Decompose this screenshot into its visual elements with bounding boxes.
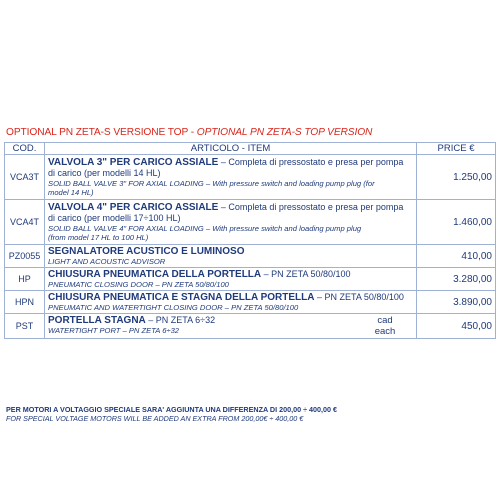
row-en-line2: (from model 17 HL to 100 HL)	[48, 233, 149, 242]
row-title: PORTELLA STAGNA	[48, 315, 146, 326]
header-item: ARTICOLO - ITEM	[45, 143, 417, 155]
row-en-line1: WATERTIGHT PORT – PN ZETA 6÷32	[48, 326, 180, 335]
table-row	[5, 200, 496, 245]
row-price: 3.890,00	[417, 291, 496, 314]
row-title-rest: – PN ZETA 50/80/100	[314, 291, 404, 302]
price-table	[4, 142, 496, 339]
row-description	[45, 268, 417, 291]
row-title-rest: – PN ZETA 50/80/100	[261, 268, 351, 279]
row-code: PST	[5, 314, 45, 339]
section-heading	[6, 127, 372, 138]
row-price: 450,00	[417, 314, 496, 339]
row-description	[45, 200, 417, 245]
row-code: VCA3T	[5, 155, 45, 200]
row-code: HPN	[5, 291, 45, 314]
heading-it: OPTIONAL PN ZETA-S VERSIONE TOP -	[6, 127, 197, 138]
row-title-rest: – Completa di pressostato e presa per pompa	[218, 201, 404, 212]
row-title: SEGNALATORE ACUSTICO E LUMINOSO	[48, 245, 245, 257]
row-description	[45, 155, 417, 200]
row-en-line1: LIGHT AND ACOUSTIC ADVISOR	[48, 256, 166, 266]
row-code: PZ0055	[5, 245, 45, 268]
row-price: 3.280,00	[417, 268, 496, 291]
row-en-line1: SOLID BALL VALVE 4" FOR AXIAL LOADING – With pressure switch and loading pump plug	[48, 223, 362, 233]
heading-en: OPTIONAL PN ZETA-S TOP VERSION	[196, 127, 373, 138]
note-it: PER MOTORI A VOLTAGGIO SPECIALE SARA' AGGIUNTA UNA DIFFERENZA DI 200,00 ÷ 400,00 €	[6, 405, 338, 414]
row-price: 1.460,00	[417, 200, 496, 245]
row-en-line1: PNEUMATIC CLOSING DOOR – PN ZETA 50/80/100	[48, 279, 229, 289]
row-description	[45, 291, 417, 314]
row-title: VALVOLA 4" PER CARICO ASSIALE	[48, 201, 219, 213]
table-row	[5, 155, 496, 200]
row-price: 1.250,00	[417, 155, 496, 200]
unit-en: each	[374, 326, 396, 337]
row-en-line2: model 14 HL)	[48, 188, 94, 197]
row-title: VALVOLA 3" PER CARICO ASSIALE	[48, 156, 219, 168]
table-row	[5, 245, 496, 268]
row-en-line1: SOLID BALL VALVE 3" FOR AXIAL LOADING – With pressure switch and loading pump plug (for	[48, 178, 375, 188]
notes	[6, 405, 337, 423]
row-code: HP	[5, 268, 45, 291]
table-row	[5, 291, 496, 314]
note-en: FOR SPECIAL VOLTAGE MOTORS WILL BE ADDED AN EXTRA FROM 200,00€ ÷ 400,00 €	[6, 414, 304, 423]
row-line2: di carico (per modelli 17÷100 HL)	[48, 212, 181, 223]
table-row	[5, 314, 496, 339]
table-row	[5, 268, 496, 291]
row-description	[45, 245, 417, 268]
row-title: CHIUSURA PNEUMATICA E STAGNA DELLA PORTELLA	[48, 291, 315, 303]
header-code: COD.	[5, 143, 45, 155]
unit-it: cad	[377, 315, 393, 326]
table-header-row	[5, 143, 496, 155]
header-price: PRICE €	[417, 143, 496, 155]
row-code: VCA4T	[5, 200, 45, 245]
row-title: CHIUSURA PNEUMATICA DELLA PORTELLA	[48, 268, 262, 280]
row-line2: di carico (per modelli 14 HL)	[48, 167, 161, 178]
row-description	[45, 314, 417, 339]
row-en-line1: PNEUMATIC AND WATERTIGHT CLOSING DOOR – PN ZETA 50/80/100	[48, 302, 299, 312]
row-title-rest: – Completa di pressostato e presa per pompa	[218, 156, 404, 167]
row-price: 410,00	[417, 245, 496, 268]
row-title-rest: – PN ZETA 6÷32	[145, 315, 216, 325]
